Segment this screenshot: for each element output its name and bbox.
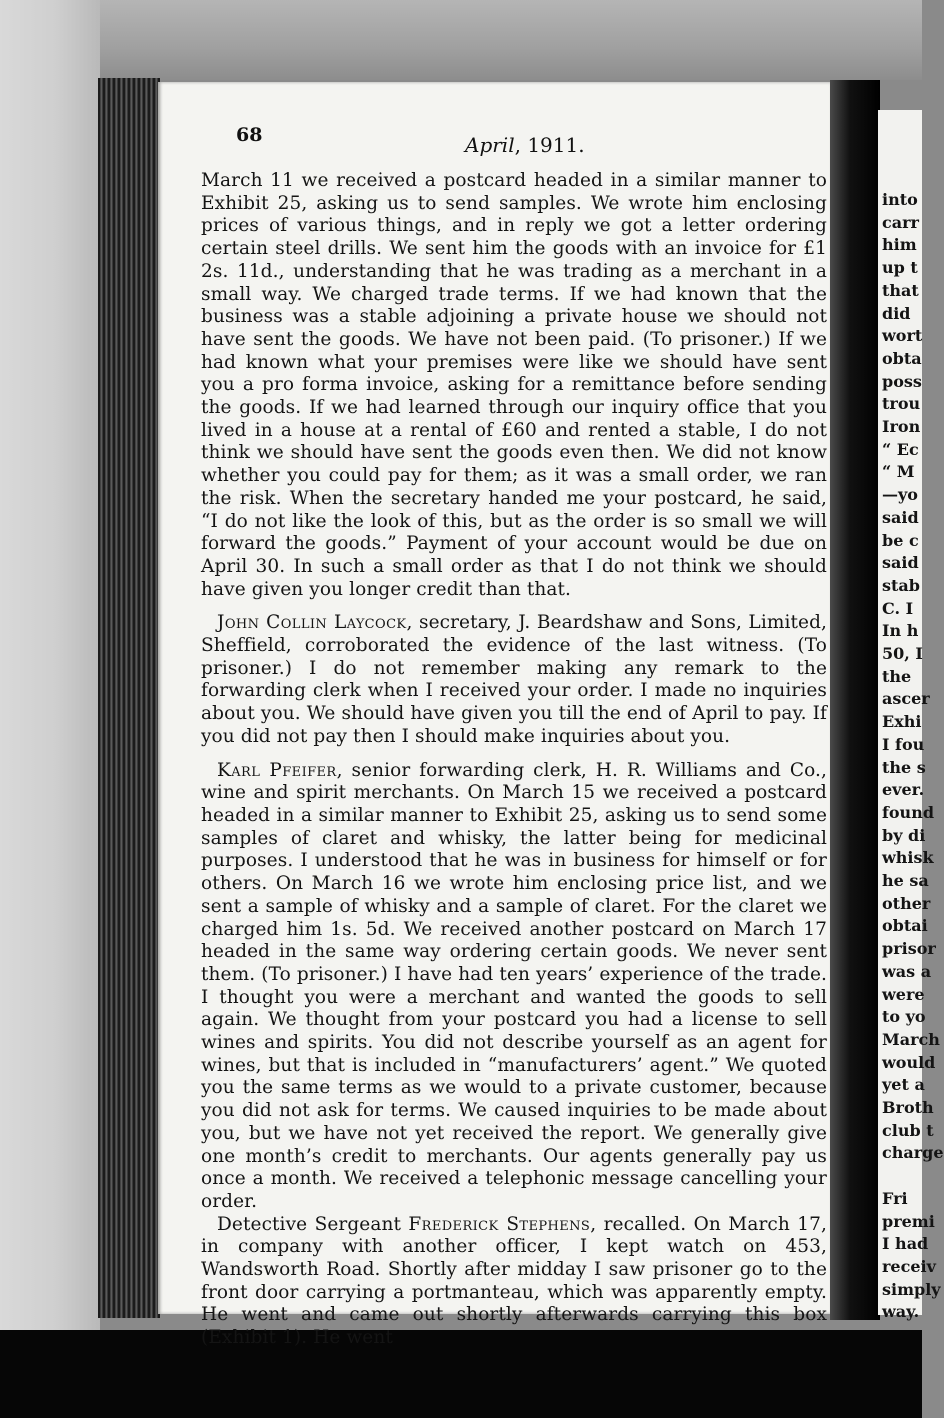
witness-name: Karl Pfeifer <box>217 759 337 781</box>
facing-page-line: prisor <box>882 939 936 959</box>
paragraph <box>201 760 827 1214</box>
facing-page-line: “ Ec <box>882 439 919 459</box>
facing-page-line: Broth <box>882 1098 934 1117</box>
facing-page-line: “ M <box>882 462 915 482</box>
facing-page-line: poss <box>882 371 922 391</box>
facing-page-line: yet a <box>882 1075 925 1095</box>
facing-page <box>878 110 944 1322</box>
paragraph-text: , senior forwarding clerk, H. R. Williams and Co., wine and spirit merchants. On March 15 we received a postcard headed in a similar manner to Exhibit 25, asking us to send some samples of claret and whisky, the latter being for medicinal purposes. I understood that he was in business for himself or for others. On March 16 we wrote him enclosing price list, and we sent a sample of whisky and a sample of claret. For the claret we charged him 1s. 5d. We received another postcard on March 17 headed in the same way ordering certain goods. We never sent them. (To prisoner.) I have had ten years’ experience of the trade. I thought you were a merchant and wanted the goods to sell again. We thought from your postcard you had a license to sell wines and spirits. You did not describe yourself as an agent for wines, but that is included in “manufacturers’ agent.” We quoted you the same terms as we would to a private customer, because you did not ask for terms. We caused inquiries to be made about you, but we have not yet received the report. We generally give one month’s credit to merchants. Our agents generally pay us once a month. We received a telephonic message cancelling your order. <box>201 759 827 1212</box>
facing-page-line: C. I <box>882 598 914 618</box>
scan-background-left <box>0 0 100 1418</box>
book-gutter <box>830 80 880 1320</box>
facing-page-line: were <box>882 984 925 1004</box>
facing-page-line: In h <box>882 621 919 641</box>
facing-page-line: I had <box>882 1234 929 1254</box>
facing-page-line: would <box>882 1052 936 1072</box>
facing-page-line: into <box>882 190 918 209</box>
page-body <box>201 170 827 1350</box>
facing-page-line: to yo <box>882 1007 926 1027</box>
facing-page-line: him <box>882 235 917 255</box>
scan-background-top <box>0 0 922 80</box>
paragraph <box>201 170 827 601</box>
facing-page-line: be c <box>882 530 919 550</box>
facing-page-line: that <box>882 280 919 300</box>
facing-page-line: simply <box>882 1279 941 1299</box>
facing-page-line: stab <box>882 575 920 595</box>
facing-page-line: by di <box>882 825 926 845</box>
facing-page-line: Fri <box>882 1188 908 1208</box>
header-year: , 1911. <box>514 133 585 157</box>
paragraph-text: March 11 we received a postcard headed in a similar manner to Exhibit 25, asking us to send samples. We wrote him enclosing prices of various things, and in reply we got a letter ordering certain steel drills. We sent him the goods with an invoice for £1 2s. 11d., understanding that he was trading as a merchant in a small way. We charged trade terms. If we had known that the business was a stable adjoining a private house we should not have sent the goods. We have not been paid. (To prisoner.) If we had known what your premises were like we should have sent you a pro forma invoice, asking for a remittance before sending the goods. If we had learned through our inquiry office that you lived in a house at a rental of £60 and rented a stable, I do not think we should have sent the goods even then. We did not know whether you could pay for them; as it was a small order, we ran the risk. When the secretary handed me your postcard, he said, “I do not like the look of this, but as the order is so small we will forward the goods.” Payment of your account would be due on April 30. In such a small order as that I do not think we should have given you longer credit than that. <box>201 170 827 600</box>
facing-page-line: charge <box>882 1143 944 1163</box>
witness-prefix: Detective Sergeant <box>217 1213 409 1235</box>
facing-page-line: premi <box>882 1211 935 1231</box>
facing-page-line: March <box>882 1029 940 1049</box>
paragraph <box>201 612 827 748</box>
facing-page-line: obtai <box>882 916 928 936</box>
paragraph-text: , secretary, J. Beardshaw and Sons, Limited, Sheffield, corroborated the evidence of the last witness. (To prisoner.) I do not remember making any remark to the forwarding clerk when I received your order. I made no inquiries about you. We should have given you till the end of April to pay. If you did not pay then I should make inquiries about you. <box>201 612 828 747</box>
facing-page-line: found <box>882 802 935 822</box>
facing-page-line: Exhi <box>882 712 922 732</box>
facing-page-line: said <box>882 553 919 573</box>
facing-page-line: the <box>882 666 912 686</box>
facing-page-line: I fou <box>882 734 925 754</box>
facing-page-line: obta <box>882 348 922 368</box>
facing-page-line: Iron <box>882 417 921 436</box>
facing-page-line: wort <box>882 326 923 346</box>
facing-page-line: the s <box>882 757 926 777</box>
facing-page-line: he sa <box>882 871 929 890</box>
facing-page-line: other <box>882 893 931 913</box>
paragraph <box>201 1214 827 1350</box>
facing-page-line: way. <box>882 1302 920 1322</box>
facing-page-line: said <box>882 507 919 527</box>
facing-page-line: did <box>882 303 911 323</box>
facing-page-line: up t <box>882 258 918 278</box>
witness-name: John Collin Laycock <box>217 612 407 634</box>
facing-page-line: whisk <box>882 848 934 868</box>
facing-page-line: carr <box>882 212 919 232</box>
book-page-edges <box>98 78 160 1318</box>
page-number: 68 <box>236 124 263 146</box>
header-month: April <box>465 133 515 157</box>
facing-page-line: —yo <box>882 485 918 505</box>
facing-page-line: was a <box>882 961 932 981</box>
facing-page-line: receiv <box>882 1256 936 1276</box>
paragraph-text: , recalled. On March 17, in company with another officer, I kept watch on 453, Wandsworth Road. Shortly after midday I saw prisoner go to the front door carrying a portmanteau, which was apparently empty. He went and came out shortly afterwards carrying this box (Exhibit 1). He went <box>201 1213 827 1349</box>
facing-page-line: 50, I <box>882 644 923 663</box>
facing-page-line: ascer <box>882 689 930 709</box>
facing-page-line: ever. <box>882 780 925 800</box>
running-header <box>465 133 585 157</box>
witness-name: Frederick Stephens <box>408 1213 591 1235</box>
facing-page-line: trou <box>882 394 921 414</box>
facing-page-line: club t <box>882 1120 934 1140</box>
